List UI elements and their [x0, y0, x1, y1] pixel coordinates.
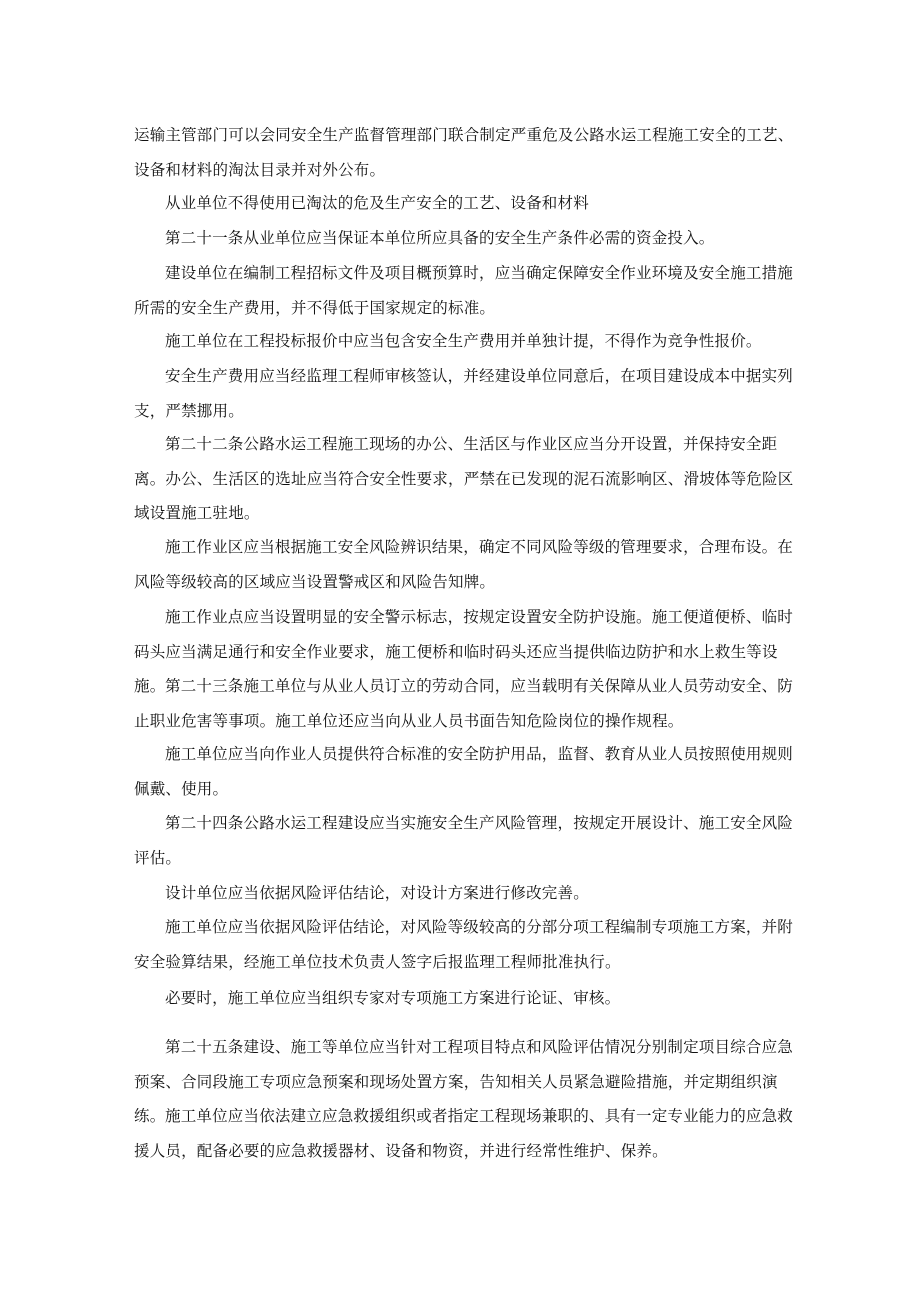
paragraph-1: 运输主管部门可以会同安全生产监督管理部门联合制定严重危及公路水运工程施工安全的工艺、设备和材料的淘汰目录并对外公布。	[134, 126, 794, 179]
paragraph-2: 从业单位不得使用已淘汰的危及生产安全的工艺、设备和材料	[165, 194, 589, 212]
paragraph-11: 施工单位应当向作业人员提供符合标准的安全防护用品，监督、教育从业人员按照使用规则佩戴、使用。	[134, 745, 794, 798]
paragraph-15: 必要时，施工单位应当组织专家对专项施工方案进行论证、审核。	[165, 989, 621, 1007]
paragraph-article-25: 第二十五条建设、施工等单位应当针对工程项目特点和风险评估情况分别制定项目综合应急预案、合同段施工专项应急预案和现场处置方案，告知相关人员紧急避险措施，并定期组织演练。	[134, 1038, 794, 1125]
paragraph-5: 施工单位在工程投标报价中应当包含安全生产费用并单独计提，不得作为竞争性报价。	[165, 332, 762, 350]
paragraph-article-23: 第二十三条施工单位与从业人员订立的劳动合同，应当载明有关保障从业人员劳动安全、防止职业危害等事项。施工单位还应当向从业人员书面告知危险岗位的操作规程。	[134, 677, 794, 730]
paragraph-4: 建设单位在编制工程招标文件及项目概预算时，应当确定保障安全作业环境及安全施工措施所需的安全生产费用，并不得低于国家规定的标准。	[134, 264, 794, 317]
paragraph-9: 施工作业点应当设置明显的安全警示标志，按规定设置安全防护设施。施工便道便桥、临时码头应当满足通行和安全作业要求，施工便桥和临时码头还应当提供临边防护和水上救生等设施。	[134, 608, 794, 695]
paragraph-article-22: 第二十二条公路水运工程施工现场的办公、生活区与作业区应当分开设置，并保持安全距离。办公、生活区的选址应当符合安全性要求，严禁在已发现的泥石流影响区、滑坡体等危险区域设置施工驻地。	[134, 435, 794, 522]
paragraph-13: 设计单位应当依据风险评估结论，对设计方案进行修改完善。	[165, 884, 589, 902]
paragraph-17: 施工单位应当依法建立应急救援组织或者指定工程现场兼职的、具有一定专业能力的应急救援人员，配备必要的应急救援器材、设备和物资，并进行经常性维护、保养。	[134, 1107, 794, 1160]
paragraph-article-24: 第二十四条公路水运工程建设应当实施安全生产风险管理，按规定开展设计、施工安全风险评估。	[134, 814, 794, 867]
paragraph-14: 施工单位应当依据风险评估结论，对风险等级较高的分部分项工程编制专项施工方案，并附安全验算结果，经施工单位技术负责人签字后报监理工程师批准执行。	[134, 918, 794, 971]
paragraph-6: 安全生产费用应当经监理工程师审核签认，并经建设单位同意后，在项目建设成本中据实列支，严禁挪用。	[134, 367, 794, 420]
paragraph-8: 施工作业区应当根据施工安全风险辨识结果，确定不同风险等级的管理要求，合理布设。在风险等级较高的区域应当设置警戒区和风险告知牌。	[134, 538, 794, 591]
paragraph-article-21: 第二十一条从业单位应当保证本单位所应具备的安全生产条件必需的资金投入。	[165, 229, 715, 247]
